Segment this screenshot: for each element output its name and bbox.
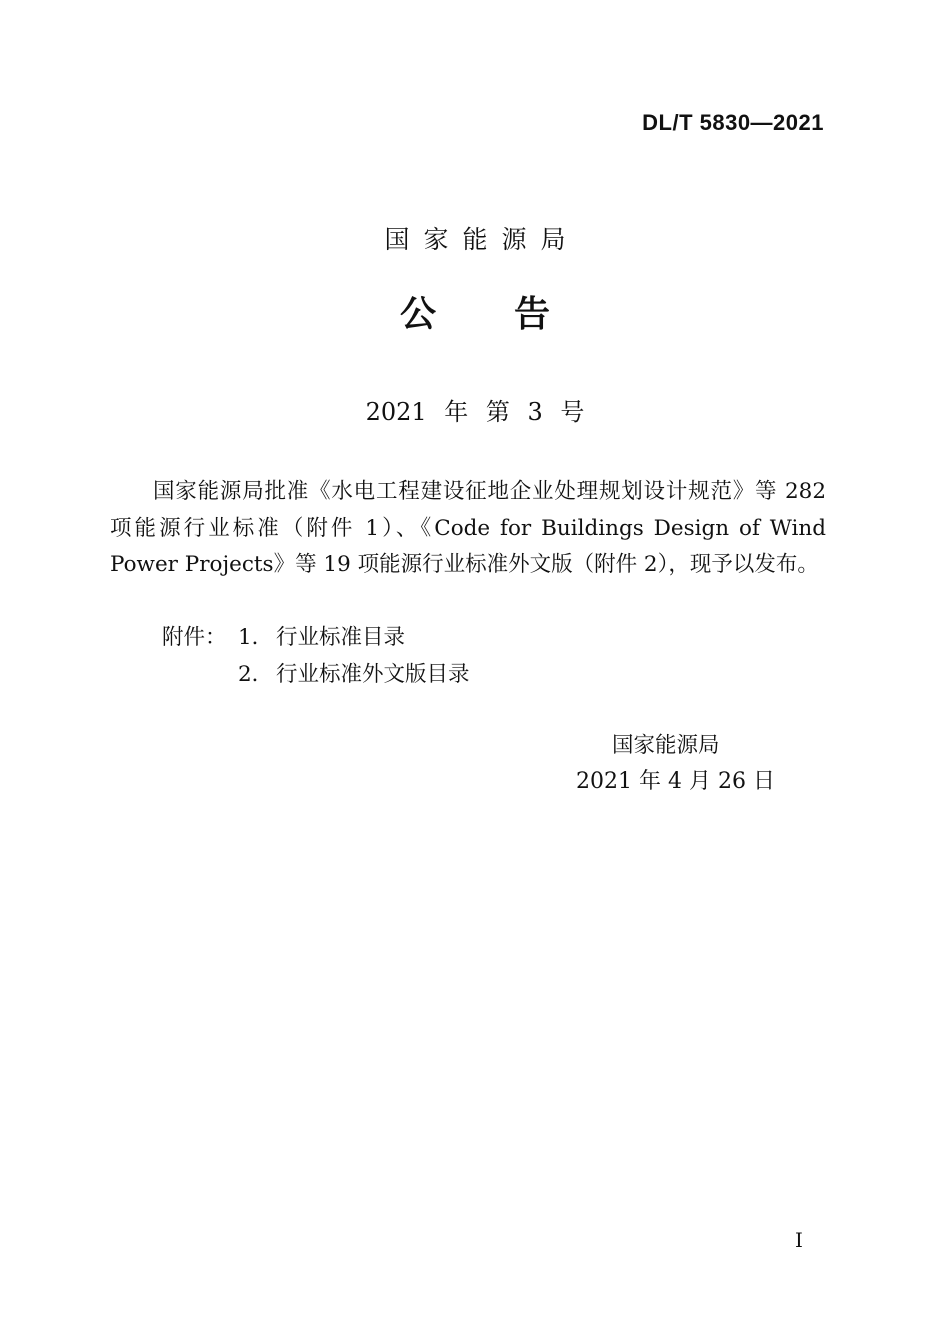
signature-organization: 国家能源局 — [612, 733, 720, 758]
attachment-title: 行业标准外文版目录 — [276, 661, 470, 687]
attachments-list — [162, 620, 662, 693]
notice-body: 国家能源局批准《水电工程建设征地企业处理规划设计规范》等 282 项能源行业标准（附件 1）、《Code for Buildings Design of Wind Power Projects》等 19 项能源行业标准外文版（附件 2），现予以发布。 — [110, 479, 826, 577]
attachment-number: 1． — [238, 625, 274, 650]
attachment-number: 2． — [238, 661, 274, 687]
standard-code: DL/T 5830—2021 — [642, 110, 824, 135]
attachments-label: 附件： — [162, 625, 227, 650]
signature-block — [576, 728, 826, 800]
notice-number: 2021 年 第 3 号 — [365, 398, 585, 426]
attachment-item — [162, 620, 662, 657]
signature-date: 2021 年 4 月 26 日 — [576, 769, 775, 794]
attachment-item — [162, 657, 662, 694]
attachment-title: 行业标准目录 — [276, 625, 406, 650]
issuer-heading: 国家能源局 — [384, 225, 580, 254]
notice-title: 公告 — [399, 294, 628, 335]
page-number: I — [795, 1228, 803, 1252]
